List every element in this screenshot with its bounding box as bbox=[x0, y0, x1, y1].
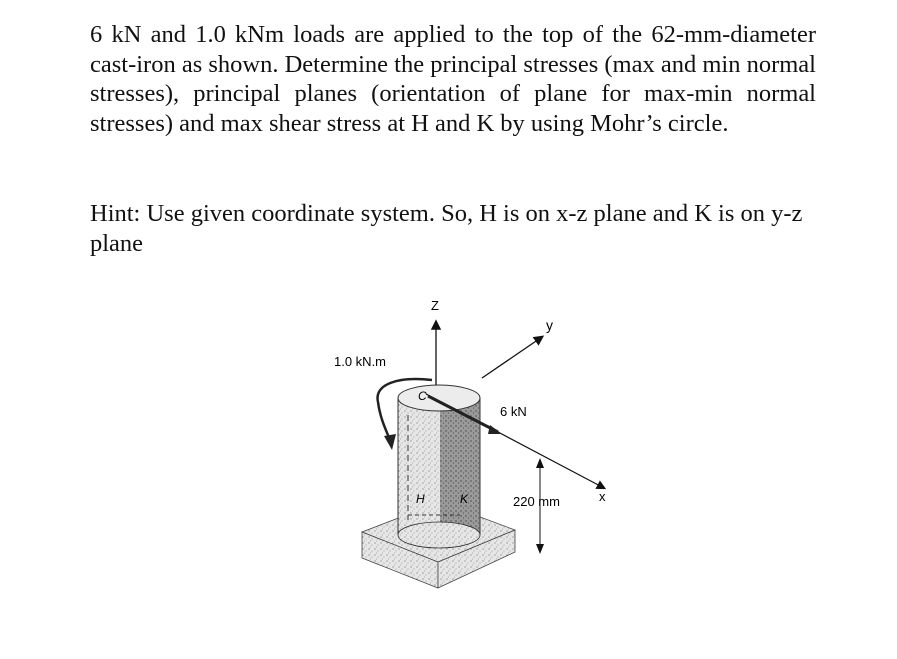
point-k-label: K bbox=[460, 492, 469, 506]
force-label: 6 kN bbox=[500, 404, 527, 419]
y-axis bbox=[482, 317, 553, 378]
cylinder-post bbox=[398, 385, 480, 548]
z-axis-label: Z bbox=[431, 298, 439, 313]
moment-label: 1.0 kN.m bbox=[334, 354, 387, 369]
dimension-220mm bbox=[513, 458, 560, 554]
problem-statement: 6 kN and 1.0 kNm loads are applied to the top of the 62-mm-diameter cast-iron as shown. Determine the principal stresses (max and min normal stresses), principal planes (orientation of plane for max-min normal stresses) and max shear stress at H and K by using Mohr’s circle. bbox=[90, 21, 816, 137]
x-axis-label: x bbox=[599, 489, 606, 504]
y-axis-label: y bbox=[546, 317, 553, 333]
cast-iron-post-figure bbox=[320, 290, 620, 600]
point-h-label: H bbox=[416, 492, 425, 506]
problem-hint: Hint: Use given coordinate system. So, H is on x-z plane and K is on y-z plane bbox=[90, 200, 803, 257]
point-c-label: C bbox=[418, 389, 427, 403]
z-axis bbox=[431, 298, 439, 385]
dimension-label: 220 mm bbox=[513, 494, 560, 509]
